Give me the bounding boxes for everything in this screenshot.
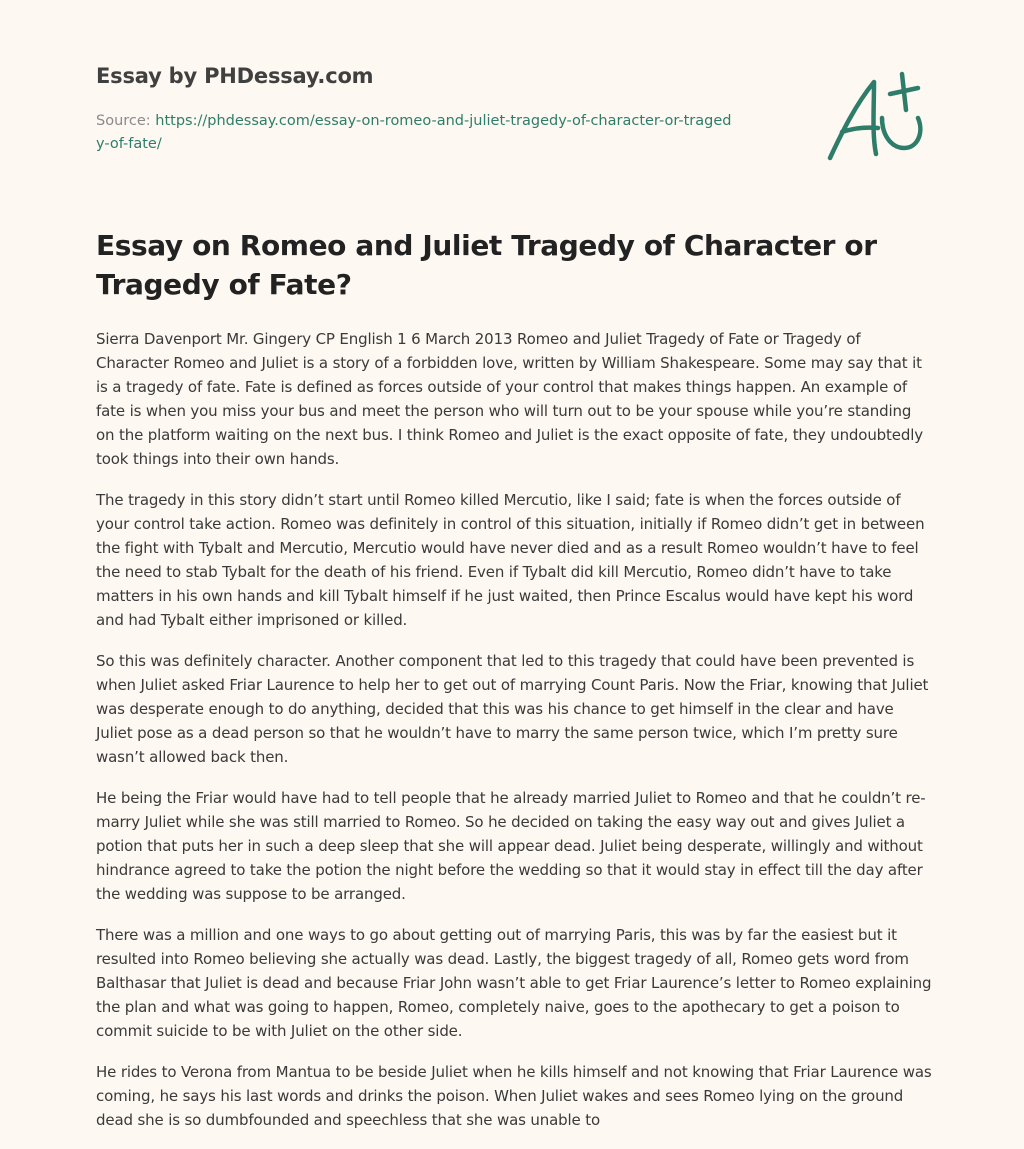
essay-title: Essay on Romeo and Juliet Tragedy of Character or Tragedy of Fate? bbox=[96, 229, 877, 301]
essay-paragraph: The tragedy in this story didn’t start until Romeo killed Mercutio, like I said; fate is when the forces outside of your control take action. Romeo was definitely in control of this situation, initially if Romeo didn’t get in between the fight with Tybalt and Mercutio, Mercutio would have never died and as a result Romeo wouldn’t have to feel the need to stab Tybalt for the death of his friend. Even if Tybalt did kill Mercutio, Romeo didn’t have to take matters in his own hands and kill Tybalt himself if he just waited, then Prince Escalus would have kept his word and had Tybalt either imprisoned or killed. bbox=[96, 491, 925, 629]
essay-paragraph: So this was definitely character. Another component that led to this tragedy that could have been prevented is when Juliet asked Friar Laurence to help her to get out of marrying Count Paris. Now the Friar, knowing that Juliet was desperate enough to do anything, decided that this was his chance to get himself in the clear and have Juliet pose as a dead person so that he wouldn’t have to marry the same person twice, which I’m pretty sure wasn’t allowed back then. bbox=[96, 652, 929, 766]
site-title: Essay by PHDessay.com bbox=[96, 64, 374, 88]
a-plus-logo bbox=[822, 70, 932, 166]
logo-letter-a-stroke bbox=[830, 82, 876, 158]
logo-check-curve bbox=[882, 118, 920, 148]
essay-paragraph: He rides to Verona from Mantua to be beside Juliet when he kills himself and not knowing that Friar Laurence was coming, he says his last words and drinks the poison. When Juliet wakes and sees Romeo lying on the ground dead she is so dumbfounded and speechless that she was unable to bbox=[96, 1063, 932, 1129]
essay-body bbox=[96, 327, 932, 1149]
essay-paragraph: Sierra Davenport Mr. Gingery CP English 1 6 March 2013 Romeo and Juliet Tragedy of Fate or Tragedy of Character Romeo and Juliet is a story of a forbidden love, written by William Shakespeare. Some may say that it is a tragedy of fate. Fate is defined as forces outside of your control that makes things happen. An example of fate is when you miss your bus and meet the person who will turn out to be your spouse while you’re standing on the platform waiting on the next bus. I think Romeo and Juliet is the exact opposite of fate, they undoubtedly took things into their own hands. bbox=[96, 330, 923, 468]
essay-paragraph: He being the Friar would have had to tell people that he already married Juliet to Romeo and that he couldn’t re-marry Juliet while she was still married to Romeo. So he decided on taking the easy way out and gives Juliet a potion that puts her in such a deep sleep that she will appear dead. Juliet being desperate, willingly and without hindrance agreed to take the potion the night before the wedding so that it would stay in effect till the day after the wedding was suppose to be arranged. bbox=[96, 789, 926, 903]
source-label: Source: bbox=[96, 113, 151, 129]
logo-plus-horizontal bbox=[890, 88, 918, 94]
source-line bbox=[96, 110, 736, 156]
essay-paragraph: There was a million and one ways to go about getting out of marrying Paris, this was by far the easiest but it resulted into Romeo believing she actually was dead. Lastly, the biggest tragedy of all, Romeo gets word from Balthasar that Juliet is dead and because Friar John wasn’t able to get Friar Laurence’s letter to Romeo explaining the plan and what was going to happen, Romeo, completely naive, goes to the apothecary to get a poison to commit suicide to be with Juliet on the other side. bbox=[96, 926, 932, 1040]
source-link[interactable]: https://phdessay.com/essay-on-romeo-and-juliet-tragedy-of-character-or-tragedy-of-fate/ bbox=[96, 113, 732, 152]
